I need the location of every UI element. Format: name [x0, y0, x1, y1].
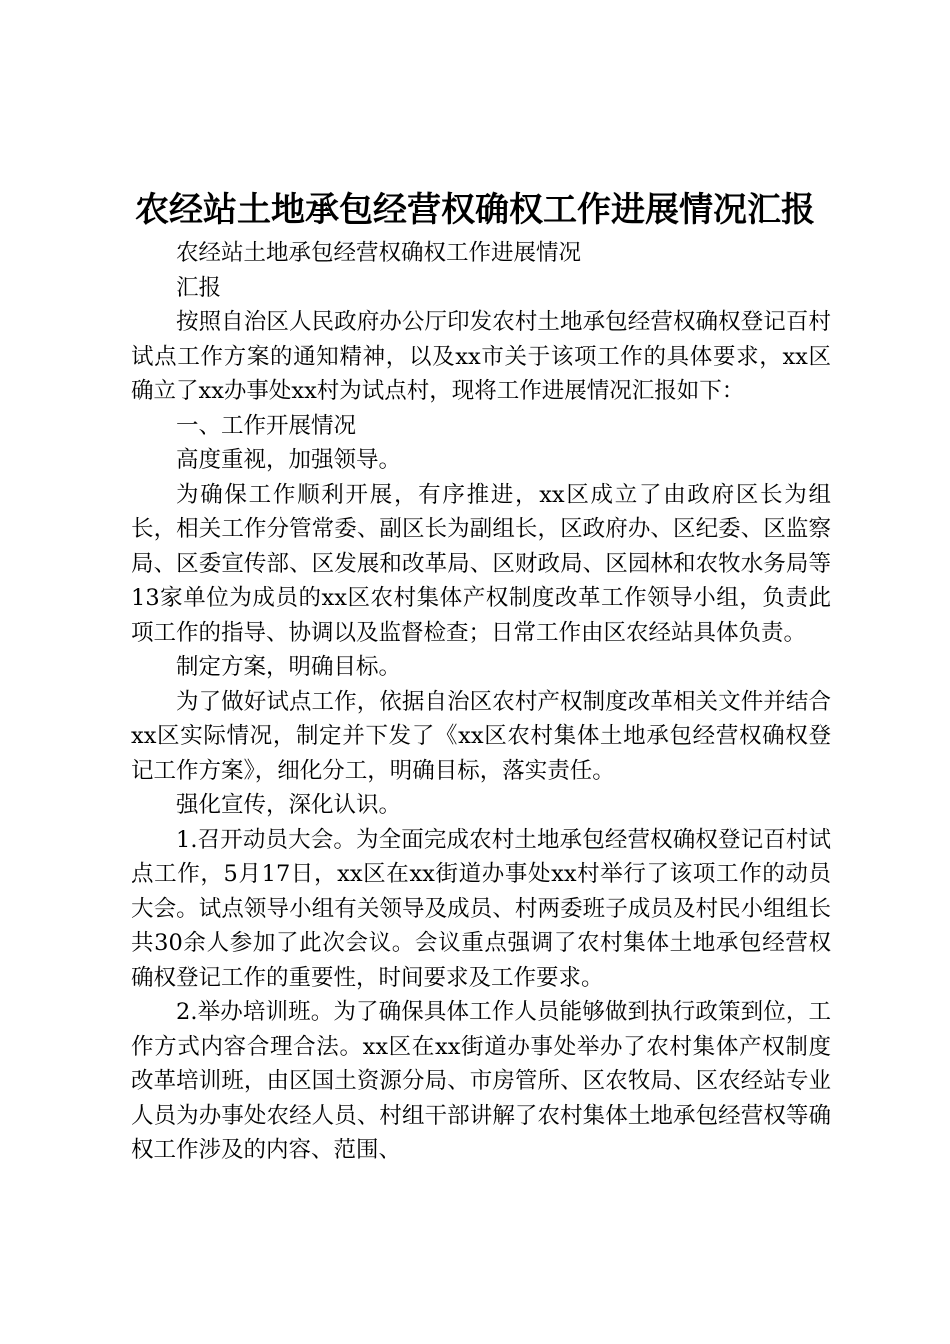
subheading-plan: 制定方案，明确目标。 [176, 654, 402, 680]
paragraph-training: 2.举办培训班。为了确保具体工作人员能够做到执行政策到位，工作方式内容合理合法。xx区在xx街道办事处举办了农村集体产权制度改革培训班，由区国土资源分局、市房管所、区农牧局、区农经站专业人员为办事处农经人员、村组干部讲解了农村集体土地承包经营权等确权工作涉及的内容、范围、 [131, 999, 831, 1163]
subheading-publicity: 强化宣传，深化认识。 [176, 792, 402, 818]
paragraph-leadership: 为确保工作顺利开展，有序推进，xx区成立了由政府区长为组长，相关工作分管常委、副区长为副组长，区政府办、区纪委、区监察局、区委宣传部、区发展和改革局、区财政局、区园林和农牧水务局等13家单位为成员的xx区农村集体产权制度改革工作领导小组，负责此项工作的指导、协调以及监督检查；日常工作由区农经站具体负责。 [131, 481, 831, 646]
document-body [131, 236, 831, 1168]
paragraph-mobilization: 1.召开动员大会。为全面完成农村土地承包经营权确权登记百村试点工作，5月17日，xx区在xx街道办事处xx村举行了该项工作的动员大会。试点领导小组有关领导及成员、村两委班子成员及村民小组组长共30余人参加了此次会议。会议重点强调了农村集体土地承包经营权确权登记工作的重要性，时间要求及工作要求。 [131, 826, 831, 991]
paragraph-plan: 为了做好试点工作，依据自治区农村产权制度改革相关文件并结合xx区实际情况，制定并下发了《xx区农村集体土地承包经营权确权登记工作方案》，细化分工，明确目标，落实责任。 [131, 688, 831, 784]
section-heading: 一、工作开展情况 [176, 412, 357, 439]
subtitle-line: 农经站土地承包经营权确权工作进展情况 [176, 240, 582, 266]
intro-paragraph: 按照自治区人民政府办公厅印发农村土地承包经营权确权登记百村试点工作方案的通知精神，以及xx市关于该项工作的具体要求，xx区确立了xx办事处xx村为试点村，现将工作进展情况汇报如下： [131, 309, 831, 404]
subtitle-continuation: 汇报 [176, 274, 222, 301]
subheading-leadership: 高度重视，加强领导。 [176, 447, 402, 473]
document-title: 农经站土地承包经营权确权工作进展情况汇报 [135, 190, 815, 230]
